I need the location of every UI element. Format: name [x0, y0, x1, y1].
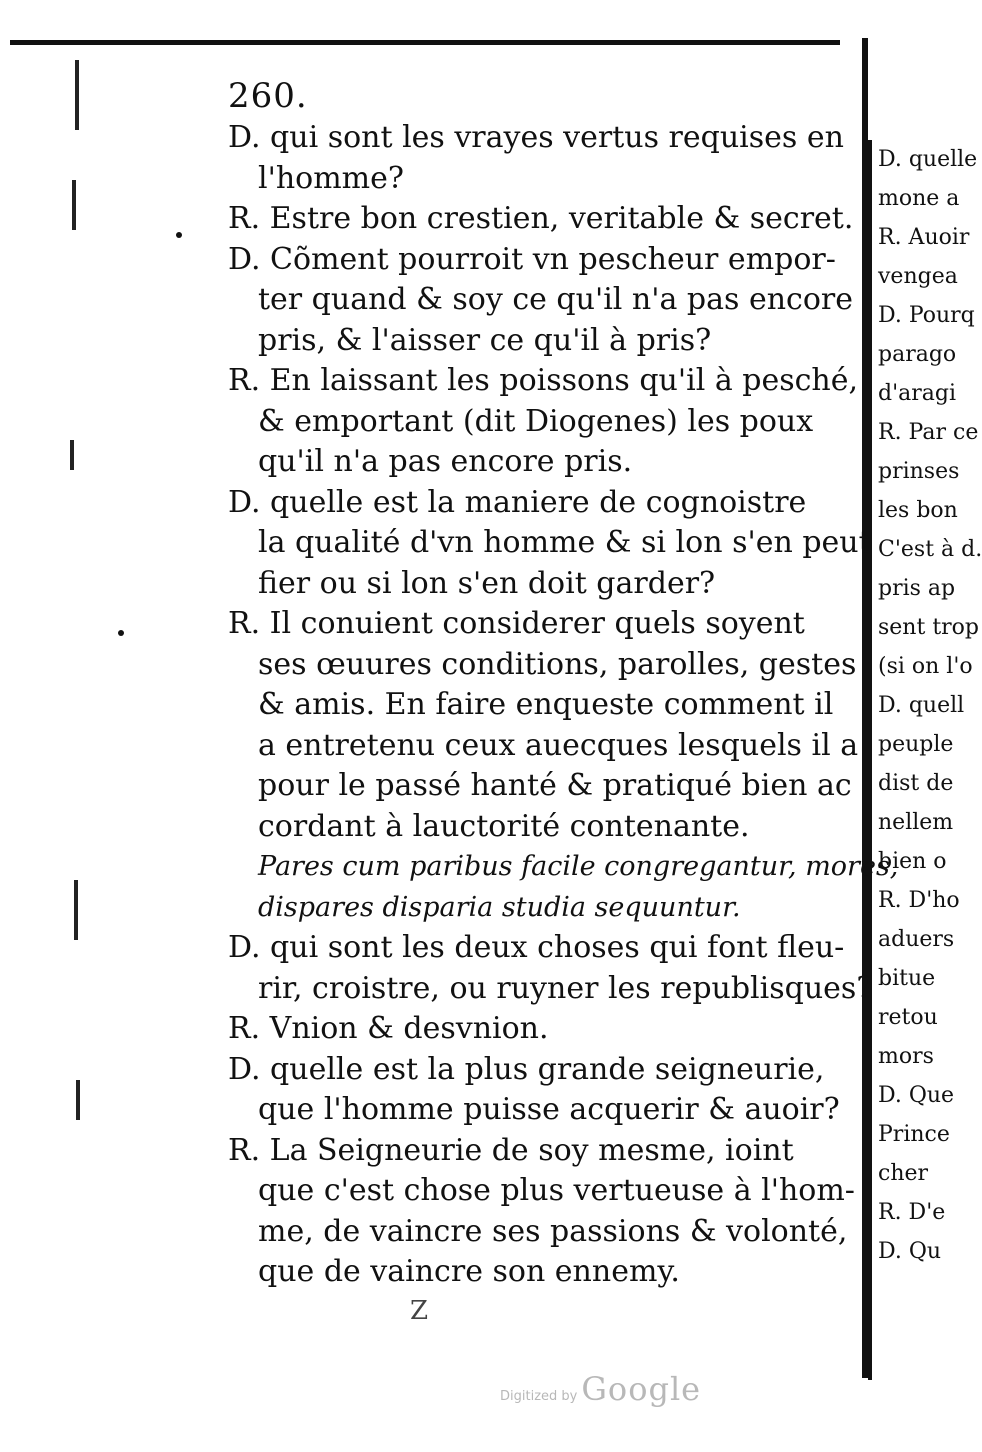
text-line: a entretenu ceux auecques lesquels il a — [258, 727, 859, 763]
text-line: Pares cum paribus facile congregantur, mores, — [258, 851, 899, 882]
text-line: D. quelle est la maniere de cognoistre — [228, 484, 807, 520]
qa-entry — [228, 1009, 840, 1050]
latin-quote — [228, 847, 899, 928]
margin-fragment: D. quelle — [878, 147, 978, 172]
margin-fragment: R. Auoir — [878, 225, 970, 250]
margin-fragment: R. Par ce — [878, 420, 979, 445]
margin-fragment: aduers — [878, 927, 955, 952]
margin-fragment: les bon — [878, 498, 958, 523]
qa-entry — [228, 240, 853, 362]
text-line: ter quand & soy ce qu'il n'a pas encore — [258, 282, 853, 317]
digitized-watermark — [500, 1370, 701, 1408]
gutter-mark — [76, 1080, 80, 1120]
text-line: & amis. En faire enqueste comment il — [258, 687, 834, 722]
top-rule — [10, 40, 840, 45]
ink-dot — [118, 630, 124, 636]
qa-entry — [228, 199, 854, 240]
gutter-mark — [72, 180, 76, 230]
margin-fragment: bien o — [878, 849, 947, 874]
text-line: ses œuures conditions, parolles, gestes — [258, 646, 857, 682]
text-line: R. En laissant les poissons qu'il à pesché, — [228, 363, 859, 398]
text-line: rir, croistre, ou ruyner les republisques? — [258, 970, 873, 1006]
text-line: & emportant (dit Diogenes) les poux — [258, 403, 814, 439]
text-line: que l'homme puisse acquerir & auoir? — [258, 1092, 840, 1127]
text-line: R. La Seigneurie de soy mesme, ioint — [228, 1132, 794, 1168]
text-line: qu'il n'a pas encore pris. — [258, 444, 633, 479]
margin-fragment: prinses — [878, 459, 960, 484]
text-line: que de vaincre son ennemy. — [258, 1254, 680, 1289]
margin-fragment: mone a — [878, 186, 960, 211]
margin-fragment: sent trop — [878, 615, 979, 640]
qa-entry — [228, 1050, 840, 1131]
gutter-mark — [75, 60, 79, 130]
text-line: dispares disparia studia sequuntur. — [258, 891, 741, 923]
text-line: l'homme? — [258, 160, 404, 196]
text-line: D. quelle est la plus grande seigneurie, — [228, 1051, 825, 1087]
main-text — [228, 118, 899, 1293]
margin-fragment: Prince — [878, 1122, 950, 1147]
margin-fragment: R. D'ho — [878, 888, 960, 913]
qa-entry — [228, 118, 844, 199]
text-line: R. Vnion & desvnion. — [228, 1011, 549, 1046]
margin-fragment: (si on l'o — [878, 654, 973, 679]
text-line: pris, & l'aisser ce qu'il à pris? — [258, 322, 712, 358]
text-line: R. Estre bon crestien, veritable & secret. — [228, 201, 854, 236]
margin-fragment: D. Pourq — [878, 303, 975, 328]
page-number: 260. — [228, 76, 308, 116]
ink-dot — [176, 232, 182, 238]
qa-entry — [228, 604, 859, 847]
margin-fragment: dist de — [878, 771, 954, 796]
margin-fragment: D. Qu — [878, 1239, 942, 1264]
margin-fragment: cher — [878, 1161, 929, 1186]
text-line: D. qui sont les deux choses qui font fleu- — [228, 930, 845, 965]
text-line: pour le passé hanté & pratiqué bien ac — [258, 768, 852, 803]
qa-entry — [228, 483, 871, 605]
text-line: fier ou si lon s'en doit garder? — [258, 565, 716, 601]
margin-fragment: retou — [878, 1005, 938, 1030]
margin-fragment: d'aragi — [878, 381, 956, 406]
folio-signature: Z — [410, 1296, 429, 1326]
gutter-mark — [74, 880, 78, 940]
margin-fragment: nellem — [878, 810, 954, 835]
qa-entry — [228, 1131, 855, 1293]
margin-fragment: D. Que — [878, 1083, 955, 1108]
watermark-prefix: Digitized by — [500, 1389, 578, 1404]
margin-fragment: peuple — [878, 732, 954, 757]
margin-fragment: R. D'e — [878, 1200, 946, 1225]
left-gutter — [0, 40, 100, 1360]
text-line: me, de vaincre ses passions & volonté, — [258, 1213, 848, 1249]
text-line: R. Il conuient considerer quels soyent — [228, 606, 805, 641]
gutter-mark — [70, 440, 74, 470]
margin-fragment: mors — [878, 1044, 934, 1069]
facing-page-margin — [868, 140, 982, 1380]
text-line: que c'est chose plus vertueuse à l'hom- — [258, 1173, 855, 1208]
text-line: la qualité d'vn homme & si lon s'en peut — [258, 525, 871, 560]
margin-fragment: vengea — [878, 264, 958, 289]
margin-fragment: parago — [878, 342, 957, 367]
margin-fragment: pris ap — [878, 576, 956, 601]
margin-fragment: C'est à d. — [878, 537, 982, 562]
text-line: cordant à lauctorité contenante. — [258, 808, 750, 844]
text-line: D. qui sont les vrayes vertus requises en — [228, 120, 844, 155]
qa-entry — [228, 928, 873, 1009]
qa-entry — [228, 361, 859, 483]
google-logo: Google — [581, 1370, 702, 1408]
margin-fragment: D. quell — [878, 693, 965, 718]
margin-fragment: bitue — [878, 966, 936, 991]
text-line: D. Cõment pourroit vn pescheur empor- — [228, 241, 836, 277]
